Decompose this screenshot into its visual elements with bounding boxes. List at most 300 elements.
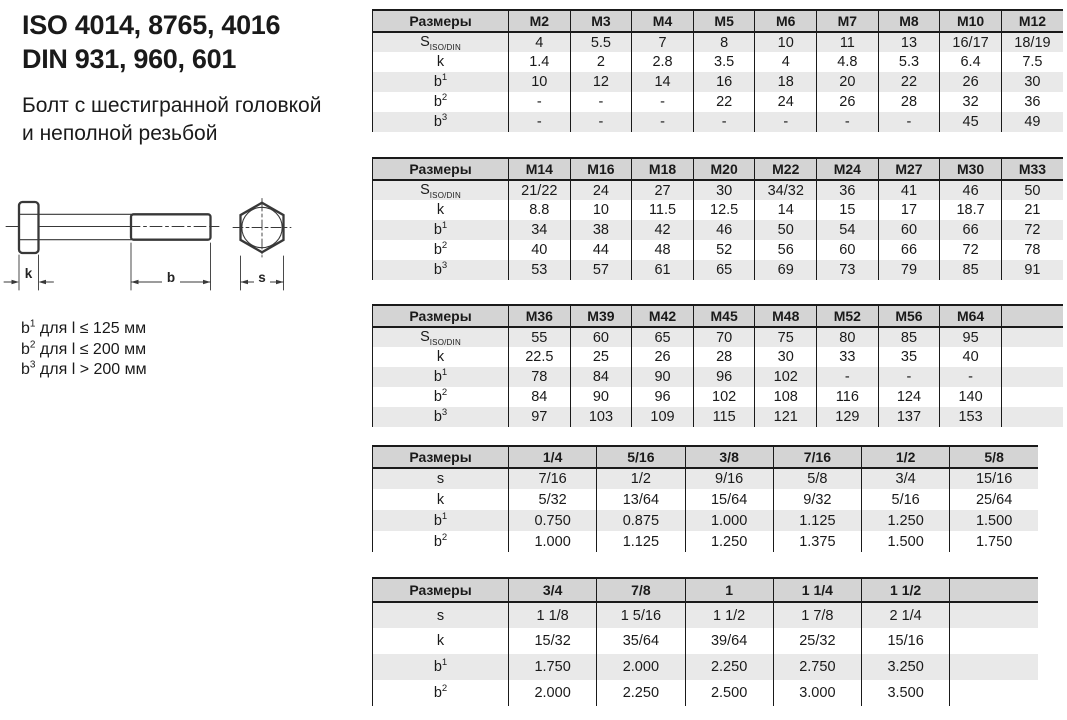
value-cell: 50 bbox=[755, 220, 817, 240]
value-cell: 140 bbox=[940, 387, 1002, 407]
value-cell: - bbox=[755, 112, 817, 132]
value-cell: 15/32 bbox=[509, 628, 597, 654]
value-cell: 34 bbox=[509, 220, 571, 240]
value-cell: 1.750 bbox=[950, 531, 1038, 552]
size-column-header: 3/8 bbox=[685, 446, 773, 468]
value-cell: 21/22 bbox=[509, 180, 571, 200]
value-cell: 49 bbox=[1001, 112, 1063, 132]
value-cell: 153 bbox=[940, 407, 1002, 427]
value-cell: 129 bbox=[817, 407, 879, 427]
row-label: k bbox=[373, 628, 509, 654]
value-cell: 2.000 bbox=[509, 680, 597, 706]
note-b3: $b^3$ для l > 200 мм bbox=[21, 359, 147, 378]
value-cell: 84 bbox=[570, 367, 632, 387]
value-cell: 65 bbox=[632, 327, 694, 347]
value-cell: 96 bbox=[693, 367, 755, 387]
value-cell: 60 bbox=[570, 327, 632, 347]
value-cell: - bbox=[940, 367, 1002, 387]
value-cell: 40 bbox=[940, 347, 1002, 367]
value-cell: 1.000 bbox=[685, 510, 773, 531]
iso-title-line: ISO 4014, 8765, 4016 bbox=[22, 10, 281, 40]
value-cell: 95 bbox=[940, 327, 1002, 347]
value-cell: 73 bbox=[817, 260, 879, 280]
value-cell: 13/64 bbox=[597, 489, 685, 510]
row-label: s bbox=[373, 602, 509, 628]
table-row bbox=[373, 180, 1064, 200]
row-label: $b^2$ bbox=[373, 531, 509, 552]
row-label: k bbox=[373, 347, 509, 367]
table-row bbox=[373, 72, 1064, 92]
value-cell: 60 bbox=[817, 240, 879, 260]
value-cell: 25/64 bbox=[950, 489, 1038, 510]
size-column-header: M18 bbox=[632, 158, 694, 180]
value-cell: 14 bbox=[632, 72, 694, 92]
value-cell: 24 bbox=[570, 180, 632, 200]
value-cell: 3.500 bbox=[862, 680, 950, 706]
value-cell: 35 bbox=[878, 347, 940, 367]
value-cell: 9/16 bbox=[685, 468, 773, 489]
value-cell: 39/64 bbox=[685, 628, 773, 654]
row-label: k bbox=[373, 52, 509, 72]
value-cell: 20 bbox=[817, 72, 879, 92]
row-label: $b^1$ bbox=[373, 72, 509, 92]
value-cell: 1.250 bbox=[862, 510, 950, 531]
row-label: $S_{ISO/DIN}$ bbox=[373, 180, 509, 200]
value-cell: - bbox=[570, 112, 632, 132]
value-cell: - bbox=[570, 92, 632, 112]
value-cell: 46 bbox=[940, 180, 1002, 200]
value-cell: 1/2 bbox=[597, 468, 685, 489]
value-cell: 97 bbox=[509, 407, 571, 427]
size-column-header: 7/16 bbox=[773, 446, 861, 468]
value-cell: 4.8 bbox=[817, 52, 879, 72]
value-cell: 1.125 bbox=[773, 510, 861, 531]
value-cell: 6.4 bbox=[940, 52, 1002, 72]
value-cell: 14 bbox=[755, 200, 817, 220]
value-cell: 1.000 bbox=[509, 531, 597, 552]
value-cell: 1 5/16 bbox=[597, 602, 685, 628]
value-cell: 5/16 bbox=[862, 489, 950, 510]
size-column-header: M33 bbox=[1001, 158, 1063, 180]
value-cell: - bbox=[817, 112, 879, 132]
value-cell: 4 bbox=[509, 32, 571, 52]
value-cell: 121 bbox=[755, 407, 817, 427]
table-row bbox=[373, 489, 1039, 510]
size-column-header: M8 bbox=[878, 10, 940, 32]
corner-header: Размеры bbox=[373, 446, 509, 468]
value-cell: 2 1/4 bbox=[862, 602, 950, 628]
table-row bbox=[373, 531, 1039, 552]
value-cell: 3/4 bbox=[862, 468, 950, 489]
value-cell: - bbox=[878, 112, 940, 132]
value-cell: 28 bbox=[878, 92, 940, 112]
value-cell: 5.5 bbox=[570, 32, 632, 52]
row-label: $b^2$ bbox=[373, 680, 509, 706]
row-label: $b^2$ bbox=[373, 92, 509, 112]
value-cell: 5.3 bbox=[878, 52, 940, 72]
subtitle-line-1: Болт с шестигранной головкой bbox=[22, 94, 322, 117]
value-cell: 9/32 bbox=[773, 489, 861, 510]
size-column-header: M16 bbox=[570, 158, 632, 180]
inch-table-quarter-to-fiveeighths bbox=[372, 445, 1038, 552]
dim-b-arrow-left bbox=[131, 280, 139, 285]
value-cell: 33 bbox=[817, 347, 879, 367]
value-cell bbox=[1001, 387, 1063, 407]
table-row bbox=[373, 327, 1064, 347]
dimension-table bbox=[372, 445, 1038, 552]
value-cell: 5/8 bbox=[773, 468, 861, 489]
value-cell: 7 bbox=[632, 32, 694, 52]
value-cell: 124 bbox=[878, 387, 940, 407]
size-column-header bbox=[1001, 305, 1063, 327]
value-cell: 53 bbox=[509, 260, 571, 280]
row-label: $b^1$ bbox=[373, 654, 509, 680]
table-row bbox=[373, 220, 1064, 240]
row-label: $b^2$ bbox=[373, 240, 509, 260]
dimension-table bbox=[372, 9, 1063, 132]
value-cell: 85 bbox=[878, 327, 940, 347]
size-column-header: M64 bbox=[940, 305, 1002, 327]
value-cell: 18.7 bbox=[940, 200, 1002, 220]
value-cell: 84 bbox=[509, 387, 571, 407]
size-column-header: M39 bbox=[570, 305, 632, 327]
header-row bbox=[373, 305, 1064, 327]
table-row bbox=[373, 240, 1064, 260]
corner-header: Размеры bbox=[373, 10, 509, 32]
size-column-header: M3 bbox=[570, 10, 632, 32]
value-cell: 5/32 bbox=[509, 489, 597, 510]
bolt-thread bbox=[131, 214, 211, 239]
row-label: $S_{ISO/DIN}$ bbox=[373, 327, 509, 347]
dim-s-arrow-right bbox=[276, 280, 284, 285]
size-column-header: 7/8 bbox=[597, 578, 685, 602]
value-cell: 137 bbox=[878, 407, 940, 427]
value-cell: 2.250 bbox=[685, 654, 773, 680]
table-row bbox=[373, 260, 1064, 280]
value-cell: 42 bbox=[632, 220, 694, 240]
size-column-header: M45 bbox=[693, 305, 755, 327]
table-row bbox=[373, 407, 1064, 427]
value-cell bbox=[950, 602, 1038, 628]
size-column-header bbox=[950, 578, 1038, 602]
value-cell: 79 bbox=[878, 260, 940, 280]
table-row bbox=[373, 52, 1064, 72]
value-cell: 55 bbox=[509, 327, 571, 347]
table-row bbox=[373, 387, 1064, 407]
size-column-header: M27 bbox=[878, 158, 940, 180]
value-cell: 32 bbox=[940, 92, 1002, 112]
dimension-table bbox=[372, 157, 1063, 280]
size-column-header: M4 bbox=[632, 10, 694, 32]
value-cell: 85 bbox=[940, 260, 1002, 280]
value-cell: 0.875 bbox=[597, 510, 685, 531]
value-cell: 66 bbox=[940, 220, 1002, 240]
size-column-header: M56 bbox=[878, 305, 940, 327]
dim-b-label: b bbox=[166, 270, 176, 285]
row-label: $b^2$ bbox=[373, 387, 509, 407]
value-cell: 46 bbox=[693, 220, 755, 240]
value-cell: 80 bbox=[817, 327, 879, 347]
size-column-header: M12 bbox=[1001, 10, 1063, 32]
size-column-header: 1/2 bbox=[862, 446, 950, 468]
value-cell: - bbox=[632, 112, 694, 132]
dim-k-arrow-right bbox=[39, 280, 47, 285]
value-cell: 90 bbox=[570, 387, 632, 407]
value-cell: 61 bbox=[632, 260, 694, 280]
value-cell: - bbox=[632, 92, 694, 112]
value-cell: 69 bbox=[755, 260, 817, 280]
note-b2: $b^2$ для l ≤ 200 мм bbox=[21, 339, 147, 358]
metric-table-m2-m12 bbox=[372, 9, 1063, 132]
value-cell: 7/16 bbox=[509, 468, 597, 489]
size-column-header: 1 1/4 bbox=[773, 578, 861, 602]
value-cell: 75 bbox=[755, 327, 817, 347]
note-b1: $b^1$ для l ≤ 125 мм bbox=[21, 318, 147, 337]
din-title-line: DIN 931, 960, 601 bbox=[22, 44, 237, 74]
size-column-header: 1 1/2 bbox=[862, 578, 950, 602]
value-cell bbox=[1001, 407, 1063, 427]
corner-header: Размеры bbox=[373, 305, 509, 327]
value-cell: 38 bbox=[570, 220, 632, 240]
size-column-header: M14 bbox=[509, 158, 571, 180]
value-cell: 36 bbox=[817, 180, 879, 200]
value-cell: 45 bbox=[940, 112, 1002, 132]
value-cell: 115 bbox=[693, 407, 755, 427]
value-cell: 34/32 bbox=[755, 180, 817, 200]
table-row bbox=[373, 680, 1039, 706]
value-cell: 1 1/2 bbox=[685, 602, 773, 628]
value-cell: 27 bbox=[632, 180, 694, 200]
row-label: $b^1$ bbox=[373, 220, 509, 240]
value-cell: 1.750 bbox=[509, 654, 597, 680]
value-cell: 2.500 bbox=[685, 680, 773, 706]
value-cell: 30 bbox=[693, 180, 755, 200]
value-cell: 4 bbox=[755, 52, 817, 72]
value-cell: 72 bbox=[1001, 220, 1063, 240]
header-row bbox=[373, 158, 1064, 180]
value-cell: 96 bbox=[632, 387, 694, 407]
value-cell bbox=[1001, 347, 1063, 367]
value-cell: 15/16 bbox=[862, 628, 950, 654]
value-cell: 102 bbox=[693, 387, 755, 407]
row-label: $b^3$ bbox=[373, 260, 509, 280]
value-cell: 102 bbox=[755, 367, 817, 387]
table-row bbox=[373, 92, 1064, 112]
dim-s-arrow-left bbox=[241, 280, 249, 285]
value-cell: 65 bbox=[693, 260, 755, 280]
value-cell: 15 bbox=[817, 200, 879, 220]
value-cell: 2.8 bbox=[632, 52, 694, 72]
size-column-header: M20 bbox=[693, 158, 755, 180]
value-cell: 66 bbox=[878, 240, 940, 260]
value-cell: 12 bbox=[570, 72, 632, 92]
value-cell: 1.250 bbox=[685, 531, 773, 552]
value-cell: 22 bbox=[693, 92, 755, 112]
value-cell: 2.750 bbox=[773, 654, 861, 680]
value-cell: 15/16 bbox=[950, 468, 1038, 489]
value-cell: 60 bbox=[878, 220, 940, 240]
value-cell: 11 bbox=[817, 32, 879, 52]
value-cell: 78 bbox=[509, 367, 571, 387]
bolt-shank bbox=[39, 214, 132, 239]
value-cell: 36 bbox=[1001, 92, 1063, 112]
inch-table-threequarter-to-oneandhalf bbox=[372, 577, 1038, 706]
value-cell: 22.5 bbox=[509, 347, 571, 367]
value-cell: 18/19 bbox=[1001, 32, 1063, 52]
dim-s-label: s bbox=[258, 270, 266, 285]
value-cell: 1 7/8 bbox=[773, 602, 861, 628]
value-cell: 3.250 bbox=[862, 654, 950, 680]
value-cell: 26 bbox=[940, 72, 1002, 92]
value-cell: 90 bbox=[632, 367, 694, 387]
table-row bbox=[373, 602, 1039, 628]
size-column-header: M52 bbox=[817, 305, 879, 327]
value-cell: 72 bbox=[940, 240, 1002, 260]
bolt-head bbox=[19, 202, 39, 253]
size-column-header: M48 bbox=[755, 305, 817, 327]
size-column-header: M42 bbox=[632, 305, 694, 327]
value-cell: 18 bbox=[755, 72, 817, 92]
value-cell: 56 bbox=[755, 240, 817, 260]
value-cell: 91 bbox=[1001, 260, 1063, 280]
value-cell: 1 1/8 bbox=[509, 602, 597, 628]
value-cell: 17 bbox=[878, 200, 940, 220]
size-column-header: M36 bbox=[509, 305, 571, 327]
row-label: $S_{ISO/DIN}$ bbox=[373, 32, 509, 52]
value-cell: 30 bbox=[1001, 72, 1063, 92]
row-label: $b^3$ bbox=[373, 407, 509, 427]
table-row bbox=[373, 367, 1064, 387]
table-row bbox=[373, 112, 1064, 132]
value-cell: 3.000 bbox=[773, 680, 861, 706]
dimension-table bbox=[372, 577, 1038, 706]
size-column-header: 1/4 bbox=[509, 446, 597, 468]
value-cell: 40 bbox=[509, 240, 571, 260]
corner-header: Размеры bbox=[373, 578, 509, 602]
value-cell: 25 bbox=[570, 347, 632, 367]
value-cell: 21 bbox=[1001, 200, 1063, 220]
size-column-header: M10 bbox=[940, 10, 1002, 32]
table-row bbox=[373, 347, 1064, 367]
value-cell: 28 bbox=[693, 347, 755, 367]
metric-table-m14-m33 bbox=[372, 157, 1063, 280]
value-cell: 8.8 bbox=[509, 200, 571, 220]
value-cell: 25/32 bbox=[773, 628, 861, 654]
value-cell bbox=[1001, 367, 1063, 387]
table-row bbox=[373, 510, 1039, 531]
value-cell: 109 bbox=[632, 407, 694, 427]
value-cell: 78 bbox=[1001, 240, 1063, 260]
value-cell bbox=[950, 628, 1038, 654]
size-column-header: M24 bbox=[817, 158, 879, 180]
value-cell: 54 bbox=[817, 220, 879, 240]
product-subtitle bbox=[22, 92, 321, 148]
value-cell: 1.500 bbox=[862, 531, 950, 552]
row-label: s bbox=[373, 468, 509, 489]
subtitle-line-2: и неполной резьбой bbox=[22, 122, 218, 145]
size-column-header: M2 bbox=[509, 10, 571, 32]
value-cell: 2 bbox=[570, 52, 632, 72]
value-cell: 30 bbox=[755, 347, 817, 367]
value-cell: 10 bbox=[570, 200, 632, 220]
value-cell: 70 bbox=[693, 327, 755, 347]
standards-title bbox=[22, 8, 280, 76]
header-row bbox=[373, 446, 1039, 468]
value-cell: 44 bbox=[570, 240, 632, 260]
dim-k-arrow-left bbox=[12, 280, 20, 285]
table-row bbox=[373, 654, 1039, 680]
row-label: $b^3$ bbox=[373, 112, 509, 132]
row-label: $b^1$ bbox=[373, 510, 509, 531]
dim-b-arrow-right bbox=[203, 280, 211, 285]
metric-table-m36-m64 bbox=[372, 304, 1063, 427]
size-column-header: M22 bbox=[755, 158, 817, 180]
value-cell: 103 bbox=[570, 407, 632, 427]
value-cell: 13 bbox=[878, 32, 940, 52]
value-cell: 15/64 bbox=[685, 489, 773, 510]
bolt-technical-drawing bbox=[0, 185, 330, 310]
value-cell: 7.5 bbox=[1001, 52, 1063, 72]
dim-k-label: k bbox=[24, 266, 33, 281]
value-cell bbox=[950, 680, 1038, 706]
value-cell: 2.000 bbox=[597, 654, 685, 680]
value-cell: 26 bbox=[632, 347, 694, 367]
value-cell: 24 bbox=[755, 92, 817, 112]
value-cell: 57 bbox=[570, 260, 632, 280]
value-cell: 1.375 bbox=[773, 531, 861, 552]
size-column-header: 1 bbox=[685, 578, 773, 602]
value-cell: - bbox=[817, 367, 879, 387]
value-cell: 16 bbox=[693, 72, 755, 92]
value-cell: 12.5 bbox=[693, 200, 755, 220]
row-label: $b^1$ bbox=[373, 367, 509, 387]
value-cell bbox=[1001, 327, 1063, 347]
thread-length-notes bbox=[21, 319, 147, 381]
size-column-header: M6 bbox=[755, 10, 817, 32]
header-row bbox=[373, 10, 1064, 32]
corner-header: Размеры bbox=[373, 158, 509, 180]
value-cell: - bbox=[693, 112, 755, 132]
value-cell: 26 bbox=[817, 92, 879, 112]
value-cell: 50 bbox=[1001, 180, 1063, 200]
value-cell: 41 bbox=[878, 180, 940, 200]
row-label: k bbox=[373, 489, 509, 510]
value-cell: - bbox=[509, 112, 571, 132]
header-row bbox=[373, 578, 1039, 602]
table-row bbox=[373, 200, 1064, 220]
value-cell: 10 bbox=[755, 32, 817, 52]
value-cell: 10 bbox=[509, 72, 571, 92]
value-cell: 1.4 bbox=[509, 52, 571, 72]
size-column-header: M30 bbox=[940, 158, 1002, 180]
value-cell: 22 bbox=[878, 72, 940, 92]
size-column-header: 5/8 bbox=[950, 446, 1038, 468]
value-cell: 0.750 bbox=[509, 510, 597, 531]
value-cell: 1.125 bbox=[597, 531, 685, 552]
value-cell: 108 bbox=[755, 387, 817, 407]
value-cell: 1.500 bbox=[950, 510, 1038, 531]
row-label: k bbox=[373, 200, 509, 220]
value-cell bbox=[950, 654, 1038, 680]
value-cell: 16/17 bbox=[940, 32, 1002, 52]
value-cell: 3.5 bbox=[693, 52, 755, 72]
table-row bbox=[373, 628, 1039, 654]
size-column-header: 5/16 bbox=[597, 446, 685, 468]
size-column-header: M5 bbox=[693, 10, 755, 32]
value-cell: 48 bbox=[632, 240, 694, 260]
value-cell: 52 bbox=[693, 240, 755, 260]
value-cell: 2.250 bbox=[597, 680, 685, 706]
